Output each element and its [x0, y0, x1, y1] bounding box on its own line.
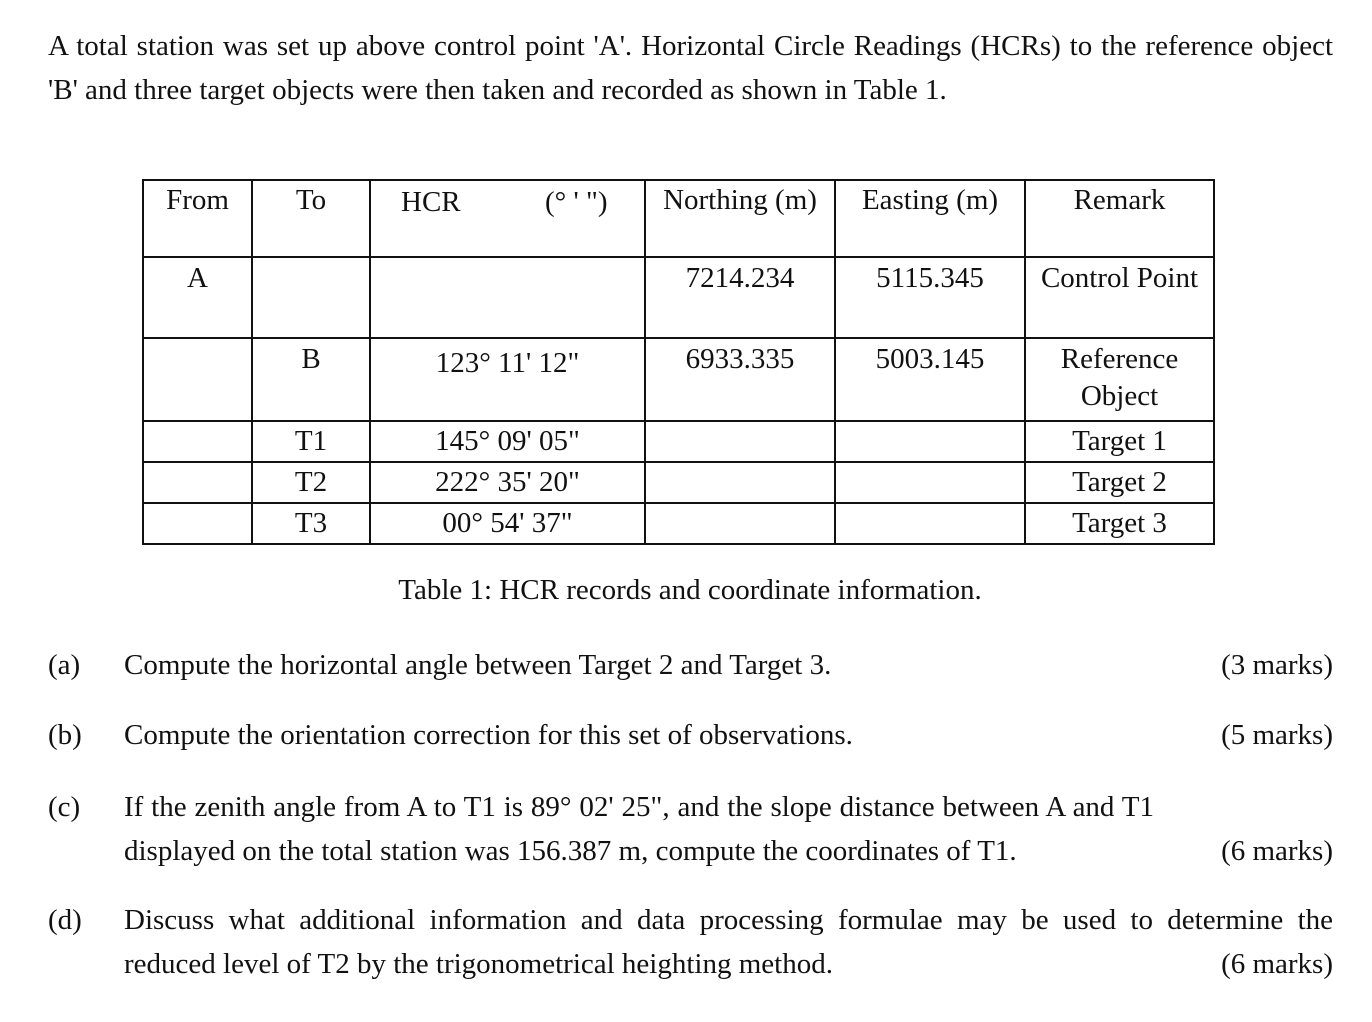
question-marks: (6 marks) [1221, 835, 1333, 867]
cell-easting [835, 503, 1025, 544]
header-hcr [370, 180, 645, 257]
cell-from [143, 338, 252, 421]
cell-remark: Control Point [1025, 257, 1214, 338]
cell-from [143, 421, 252, 462]
question-letter: (a) [48, 649, 81, 681]
header-hcr-unit: (° ' ") [545, 186, 608, 218]
question-text: If the zenith angle from A to T1 is 89° 02' 25", and the slope distance between A and T1 displayed on the total station was 156.387 m, compute the coordinates of T1. [124, 791, 1154, 867]
question-text: Compute the orientation correction for this set of observations. [124, 719, 853, 751]
question-marks: (5 marks) [1221, 719, 1333, 751]
cell-to: T2 [252, 462, 370, 503]
cell-hcr [370, 257, 645, 338]
question-letter: (d) [48, 904, 82, 936]
question-letter: (c) [48, 791, 81, 823]
cell-northing [645, 421, 835, 462]
cell-northing: 6933.335 [645, 338, 835, 421]
question-text: Discuss what additional information and data processing formulae may be used to determine the reduced level of T2 by the trigonometrical heighting method. [124, 904, 1333, 980]
header-easting: Easting (m) [835, 180, 1025, 257]
cell-from [143, 462, 252, 503]
cell-to [252, 257, 370, 338]
cell-to: T3 [252, 503, 370, 544]
cell-from [143, 503, 252, 544]
header-from: From [143, 180, 252, 257]
intro-paragraph: A total station was set up above control point 'A'. Horizontal Circle Readings (HCRs) to the reference object 'B' and three target objects were then taken and recorded as shown in Table 1. [48, 30, 1333, 106]
header-remark: Remark [1025, 180, 1214, 257]
header-northing: Northing (m) [645, 180, 835, 257]
question-marks: (3 marks) [1221, 649, 1333, 681]
cell-easting: 5115.345 [835, 257, 1025, 338]
cell-easting: 5003.145 [835, 338, 1025, 421]
table-row [143, 462, 1214, 503]
cell-hcr: 145° 09' 05" [370, 421, 645, 462]
cell-easting [835, 462, 1025, 503]
question-text: Compute the horizontal angle between Target 2 and Target 3. [124, 649, 832, 681]
cell-remark: Reference Object [1025, 338, 1214, 421]
cell-hcr: 222° 35' 20" [370, 462, 645, 503]
table-row [143, 338, 1214, 421]
cell-northing [645, 462, 835, 503]
table-row [143, 503, 1214, 544]
cell-remark: Target 3 [1025, 503, 1214, 544]
cell-northing [645, 503, 835, 544]
question-letter: (b) [48, 719, 82, 751]
table-row [143, 421, 1214, 462]
cell-to: B [252, 338, 370, 421]
cell-easting [835, 421, 1025, 462]
cell-remark: Target 2 [1025, 462, 1214, 503]
table-row [143, 257, 1214, 338]
header-hcr-label: HCR [401, 186, 461, 218]
cell-hcr: 00° 54' 37" [370, 503, 645, 544]
cell-hcr: 123° 11' 12" [370, 338, 645, 421]
cell-northing: 7214.234 [645, 257, 835, 338]
table-caption: Table 1: HCR records and coordinate information. [398, 574, 982, 606]
header-to: To [252, 180, 370, 257]
cell-remark: Target 1 [1025, 421, 1214, 462]
hcr-table [142, 179, 1215, 545]
cell-from: A [143, 257, 252, 338]
table-header-row [143, 180, 1214, 257]
question-marks: (6 marks) [1221, 948, 1333, 980]
cell-to: T1 [252, 421, 370, 462]
